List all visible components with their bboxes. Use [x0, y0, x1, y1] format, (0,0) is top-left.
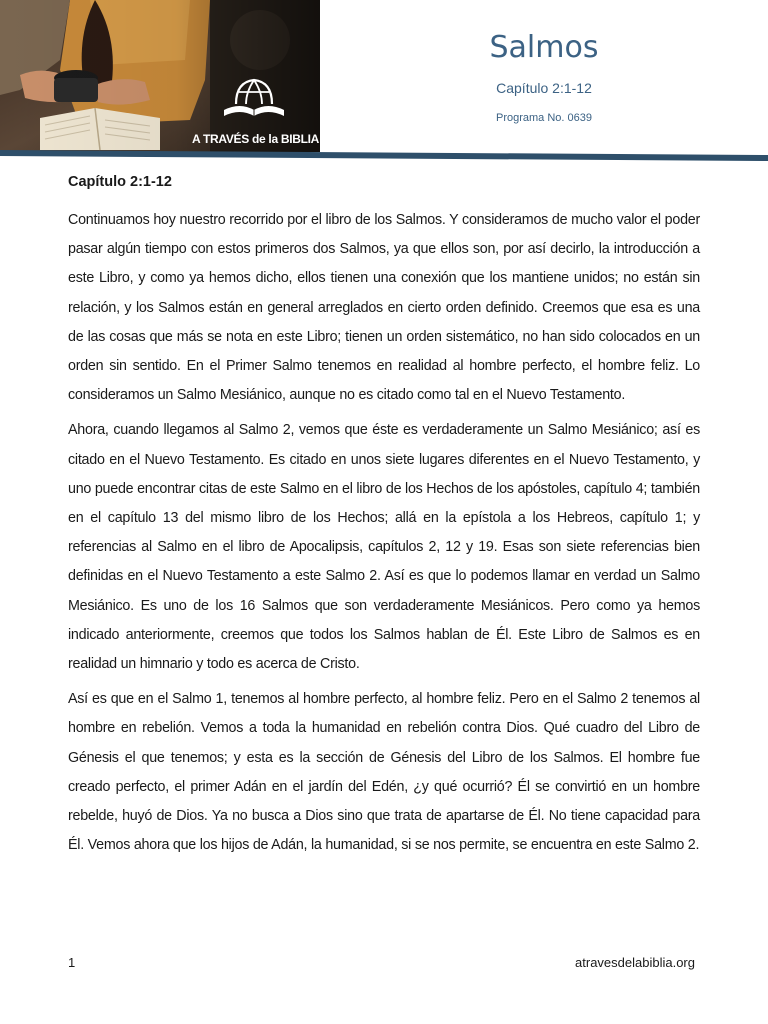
program-number: Programa No. 0639 [496, 112, 592, 124]
header-photo [0, 0, 320, 152]
document-title: Salmos [489, 30, 599, 65]
section-heading: Capítulo 2:1-12 [68, 174, 172, 190]
paragraph: Así es que en el Salmo 1, tenemos al hombre perfecto, al hombre feliz. Pero en el Salmo 2 tenemos al hombre en rebelión. Vemos a toda la humanidad en rebelión contra Dios. Qué cuadro del Libro de Génesis el que tenemos; y esta es la sección de Génesis del Libro de los Salmos. El hombre fue creado perfecto, el primer Adán en el jardín del Edén, ¿y qué ocurrió? Él se convirtió en un hombre rebelde, huyó de Dios. Ya no busca a Dios sino que trata de apartarse de Él. No tiene capacidad para Él. Vemos ahora que los hijos de Adán, la humanidad, si se nos permite, se encuentra en este Salmo 2. [68, 691, 700, 854]
header-title-block [320, 0, 768, 150]
document-body [68, 172, 700, 866]
logo-text: A TRAVÉS de la BIBLIA [192, 132, 320, 146]
globe-book-icon [220, 76, 288, 124]
atraves-logo [192, 76, 320, 150]
page-number: 1 [68, 955, 76, 970]
website-url: atravesdelabiblia.org [575, 955, 695, 970]
header-divider [0, 150, 768, 161]
paragraph: Ahora, cuando llegamos al Salmo 2, vemos que éste es verdaderamente un Salmo Mesiánico; así es citado en el Nuevo Testamento. Es citado en unos siete lugares diferentes en el Nuevo Testamento, y uno puede encontrar citas de este Salmo en el libro de los Hechos de los apóstoles, capítulo 4; también en el capítulo 13 del mismo libro de los Hechos; allá en la epístola a los Hebreos, capítulo 1; y referencias al Salmo en el libro de Apocalipsis, capítulos 2, 12 y 19. Esas son siete referencias bien definidas en el Nuevo Testamento a este Salmo 2. Así es que lo podemos llamar en verdad un Salmo Mesiánico. Es uno de los 16 Salmos que son verdaderamente Mesiánicos. Pero como ya hemos indicado anteriormente, creemos que todos los Salmos hablan de Él. Este Libro de Salmos es en realidad un himnario y todo es acerca de Cristo. [68, 422, 700, 673]
chapter-subtitle: Capítulo 2:1-12 [496, 80, 592, 96]
paragraph: Continuamos hoy nuestro recorrido por el libro de los Salmos. Y consideramos de mucho valor el poder pasar algún tiempo con estos primeros dos Salmos, ya que ellos son, por así decirlo, la introducción a este Libro, y como ya hemos dicho, ellos tienen una conexión que los mantiene unidos; no están sin relación, y los Salmos están en general arreglados en cierto orden definido. Creemos que esa es una de las cosas que más se nota en este Libro; tienen un orden sistemático, no han sido colocados en un orden sin sentido. En el Primer Salmo tenemos en realidad al hombre perfecto, el hombre feliz. Lo consideramos un Salmo Mesiánico, aunque no es citado como tal en el Nuevo Testamento. [68, 212, 700, 404]
